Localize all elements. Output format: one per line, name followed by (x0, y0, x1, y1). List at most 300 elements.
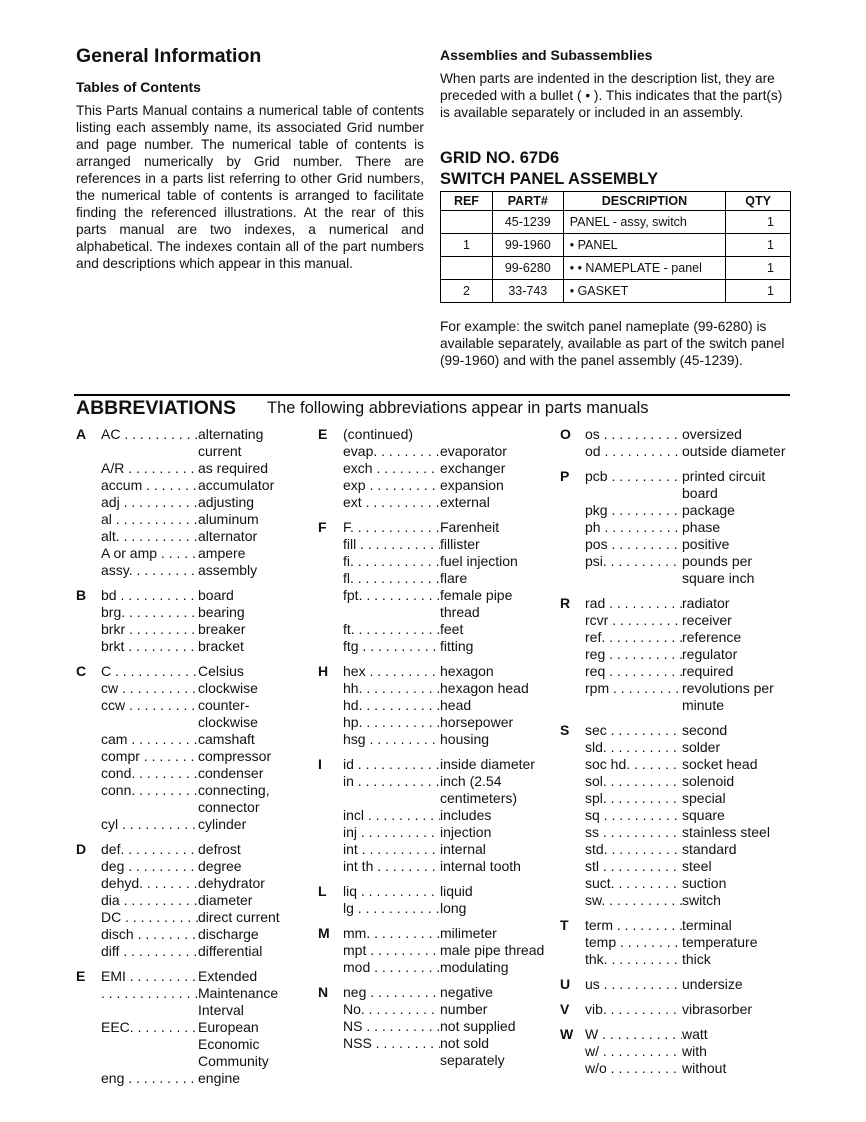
abbreviation-group (560, 426, 800, 460)
group-letter: R (560, 595, 571, 611)
abbreviation-term: lg . . . (343, 900, 440, 917)
group-letter: W (560, 1026, 574, 1042)
abbreviation-entry (101, 494, 306, 511)
abbreviation-entry (343, 519, 558, 536)
abbreviation-term: alt. . . . (101, 528, 198, 545)
abbreviation-term: mm. . . . (343, 925, 440, 942)
abbreviation-definition: without (682, 1060, 727, 1076)
group-letter: L (318, 883, 327, 899)
abbreviation-definition: ampere (198, 545, 246, 561)
abbreviation-entry (585, 722, 800, 739)
abbreviation-entry (585, 680, 800, 714)
abbreviation-entry (343, 477, 558, 494)
abbreviation-term: cyl . . . (101, 816, 198, 833)
abbreviation-term: NS . . . (343, 1018, 440, 1035)
abbreviation-term: fill . . . (343, 536, 440, 553)
abbreviation-term: A/R . . . (101, 460, 198, 477)
abbreviation-term: al . . . (101, 511, 198, 528)
abbreviation-entry (585, 1043, 800, 1060)
abbreviation-term: fi. . . . (343, 553, 440, 570)
abbreviation-term: incl . . . (343, 807, 440, 824)
abbreviation-definition: female pipe thread (440, 587, 513, 620)
abbreviation-entry (343, 1035, 558, 1069)
abbreviation-term: A or amp . . . (101, 545, 198, 562)
abbreviation-definition: dehydrator (198, 875, 265, 891)
group-letter: A (76, 426, 87, 442)
abbreviation-definition: board (198, 587, 234, 603)
abbreviation-definition: pounds per square inch (682, 553, 755, 586)
abbreviation-definition: modulating (440, 959, 509, 975)
abbreviation-entry (585, 502, 800, 519)
section-divider (74, 394, 790, 396)
abbreviation-entry (101, 511, 306, 528)
abbreviation-definition: receiver (682, 612, 732, 628)
abbreviation-definition: degree (198, 858, 242, 874)
assemblies-heading: Assemblies and Subassemblies (440, 47, 653, 63)
group-letter: C (76, 663, 87, 679)
table-row (441, 280, 791, 303)
abbreviation-term: ccw . . . (101, 697, 198, 731)
abbreviation-entry (101, 460, 306, 477)
abbreviation-entry (101, 697, 306, 731)
abbreviation-entry (585, 773, 800, 790)
abbreviation-term: fl. . . . (343, 570, 440, 587)
abbreviation-term: def. . . . (101, 841, 198, 858)
abbreviation-entry (585, 739, 800, 756)
qty-cell: 1 (726, 211, 791, 234)
group-letter: O (560, 426, 571, 442)
abbreviation-entry (343, 553, 558, 570)
abbreviation-definition: outside diameter (682, 443, 786, 459)
abbreviation-term: assy. . . . (101, 562, 198, 579)
abbreviation-group (76, 968, 306, 1087)
abbreviation-entry (343, 426, 558, 443)
abbreviation-term: fpt. . . . (343, 587, 440, 621)
abbreviation-term: pkg . . . (585, 502, 682, 519)
abbreviation-entry (585, 612, 800, 629)
abbreviation-definition: assembly (198, 562, 258, 578)
abbreviation-entry (101, 909, 306, 926)
abbreviation-entry (343, 570, 558, 587)
abbreviation-term: sld. . . . (585, 739, 682, 756)
abbreviation-group (318, 883, 558, 917)
abbreviation-term: neg . . . (343, 984, 440, 1001)
abbreviation-definition: discharge (198, 926, 259, 942)
abbreviation-entry (101, 841, 306, 858)
abbreviation-definition: alternator (198, 528, 258, 544)
abbreviation-definition: fuel injection (440, 553, 518, 569)
abbreviation-entry (101, 968, 306, 985)
qty-cell: 1 (726, 280, 791, 303)
ref-cell: 1 (441, 234, 493, 257)
abbreviation-entry (343, 984, 558, 1001)
abbreviation-entry (585, 934, 800, 951)
abbreviation-definition: flare (440, 570, 468, 586)
abbreviation-term: w/o . . . (585, 1060, 682, 1077)
abbreviation-entry (585, 824, 800, 841)
group-letter: E (318, 426, 328, 442)
abbreviation-term: hh. . . . (343, 680, 440, 697)
abbreviation-definition: external (440, 494, 490, 510)
abbreviation-definition: fitting (440, 638, 474, 654)
abbreviation-definition: regulator (682, 646, 738, 662)
abbreviation-term: hsg . . . (343, 731, 440, 748)
grid-title (440, 148, 658, 190)
abbreviation-entry (343, 1018, 558, 1035)
abbreviations-column-3 (560, 426, 800, 1085)
abbreviation-term: hd. . . . (343, 697, 440, 714)
abbreviation-entry (343, 858, 558, 875)
description-cell: • GASKET (563, 280, 725, 303)
abbreviation-entry (343, 942, 558, 959)
abbreviation-entry (101, 587, 306, 604)
abbreviation-term (101, 985, 198, 1019)
abbreviation-entry (101, 765, 306, 782)
abbreviation-group (76, 587, 306, 655)
abbreviation-definition: camshaft (198, 731, 255, 747)
abbreviation-entry (585, 536, 800, 553)
part-cell: 45-1239 (492, 211, 563, 234)
abbreviation-entry (343, 460, 558, 477)
abbreviation-definition: undersize (682, 976, 743, 992)
abbreviation-entry (101, 604, 306, 621)
abbreviation-entry (101, 731, 306, 748)
abbreviation-term: spl. . . . (585, 790, 682, 807)
abbreviation-entry (585, 519, 800, 536)
abbreviation-term: F. . . . (343, 519, 440, 536)
abbreviation-term: sw. . . . (585, 892, 682, 909)
abbreviation-term: W . . . (585, 1026, 682, 1043)
abbreviation-definition: temperature (682, 934, 758, 950)
abbreviation-group (560, 917, 800, 968)
group-letter: P (560, 468, 570, 484)
abbreviation-term: NSS . . . (343, 1035, 440, 1069)
abbreviation-group (560, 1001, 800, 1018)
abbreviation-definition: number (440, 1001, 488, 1017)
abbreviation-entry (343, 756, 558, 773)
abbreviation-term: ftg . . . (343, 638, 440, 655)
abbreviation-entry (343, 925, 558, 942)
abbreviation-definition: liquid (440, 883, 473, 899)
ref-cell (441, 211, 493, 234)
abbreviation-entry (101, 663, 306, 680)
abbreviation-definition: inch (2.54 centimeters) (440, 773, 518, 806)
header-qty: QTY (726, 192, 791, 211)
abbreviation-entry (585, 629, 800, 646)
general-information-text: This Parts Manual contains a numerical table of contents listing each assembly name, its associated Grid number and page number. The numerical table of contents is arranged numerically by Grid number. There are references in a parts list referring to other Grid numbers, the numerical table of contents is arranged to facilitate finding the referenced illustrations. At the rear of this parts manual are two indexes, a numerical and alphabetical. The indexes contain all of the part numbers and descriptions which appear in this manual. (76, 103, 424, 271)
abbreviation-term: EMI . . . (101, 968, 198, 985)
group-letter: H (318, 663, 329, 679)
abbreviation-definition: counter- clockwise (198, 697, 258, 730)
abbreviation-definition: fillister (440, 536, 480, 552)
abbreviation-group (318, 984, 558, 1069)
abbreviation-definition: positive (682, 536, 730, 552)
abbreviation-entry (101, 1070, 306, 1087)
table-row (441, 257, 791, 280)
abbreviation-definition: connecting, connector (198, 782, 270, 815)
abbreviation-definition: compressor (198, 748, 272, 764)
abbreviation-definition: cylinder (198, 816, 247, 832)
abbreviation-definition: required (682, 663, 734, 679)
abbreviation-term: inj . . . (343, 824, 440, 841)
abbreviation-term: rcvr . . . (585, 612, 682, 629)
abbreviation-definition: standard (682, 841, 737, 857)
abbreviation-entry (585, 426, 800, 443)
abbreviation-term: brg. . . . (101, 604, 198, 621)
abbreviation-term: int . . . (343, 841, 440, 858)
abbreviation-definition: not supplied (440, 1018, 516, 1034)
abbreviation-definition: breaker (198, 621, 246, 637)
abbreviations-heading: ABBREVIATIONS (76, 397, 236, 419)
abbreviation-definition: phase (682, 519, 721, 535)
group-letter: S (560, 722, 570, 738)
abbreviation-entry (585, 875, 800, 892)
abbreviation-term: std. . . . (585, 841, 682, 858)
abbreviation-definition: vibrasorber (682, 1001, 753, 1017)
abbreviation-definition: steel (682, 858, 712, 874)
abbreviation-definition: package (682, 502, 735, 518)
abbreviation-definition: internal tooth (440, 858, 521, 874)
abbreviation-definition: hexagon head (440, 680, 529, 696)
abbreviations-column-2 (318, 426, 558, 1077)
abbreviation-term: ext . . . (343, 494, 440, 511)
abbreviation-definition: housing (440, 731, 490, 747)
abbreviation-term: deg . . . (101, 858, 198, 875)
abbreviation-entry (585, 858, 800, 875)
abbreviation-group (318, 663, 558, 748)
abbreviation-term: hex . . . (343, 663, 440, 680)
abbreviation-entry (585, 807, 800, 824)
abbreviation-term: disch . . . (101, 926, 198, 943)
abbreviation-entry (101, 782, 306, 816)
abbreviation-definition: suction (682, 875, 727, 891)
table-row (441, 234, 791, 257)
abbreviation-entry (585, 976, 800, 993)
abbreviation-term: sq . . . (585, 807, 682, 824)
abbreviation-term: rpm . . . (585, 680, 682, 714)
abbreviation-definition: includes (440, 807, 492, 823)
abbreviation-term: eng . . . (101, 1070, 198, 1087)
abbreviation-term: term . . . (585, 917, 682, 934)
abbreviation-definition: thick (682, 951, 711, 967)
abbreviation-definition: feet (440, 621, 464, 637)
abbreviation-term: w/ . . . (585, 1043, 682, 1060)
abbreviation-definition: diameter (198, 892, 253, 908)
abbreviation-term: ph . . . (585, 519, 682, 536)
abbreviation-definition: solder (682, 739, 721, 755)
part-cell: 33-743 (492, 280, 563, 303)
abbreviation-definition: as required (198, 460, 269, 476)
abbreviation-term: suct. . . . (585, 875, 682, 892)
assemblies-text: When parts are indented in the description list, they are preceded with a bullet ( • ). This indicates that the part(s) is available separately or included in an assembly. (440, 71, 783, 120)
abbreviation-term: diff . . . (101, 943, 198, 960)
abbreviation-group (560, 595, 800, 714)
abbreviation-entry (343, 824, 558, 841)
group-letter: B (76, 587, 87, 603)
abbreviation-definition: condenser (198, 765, 264, 781)
abbreviation-definition: Extended (198, 968, 258, 984)
abbreviation-entry (101, 1019, 306, 1070)
abbreviation-entry (343, 807, 558, 824)
header-part: PART# (492, 192, 563, 211)
abbreviation-term: EEC. . . . (101, 1019, 198, 1070)
abbreviation-definition: socket head (682, 756, 758, 772)
abbreviation-term: reg . . . (585, 646, 682, 663)
group-letter: F (318, 519, 327, 535)
parts-table (440, 191, 791, 303)
abbreviation-entry (585, 595, 800, 612)
abbreviation-term: cw . . . (101, 680, 198, 697)
tables-of-contents-heading: Tables of Contents (76, 79, 201, 95)
part-cell: 99-1960 (492, 234, 563, 257)
abbreviation-definition: revolutions per minute (682, 680, 774, 713)
assembly-name: SWITCH PANEL ASSEMBLY (440, 170, 659, 188)
abbreviation-definition: long (440, 900, 467, 916)
abbreviation-term: cond. . . . (101, 765, 198, 782)
abbreviation-definition: printed circuit board (682, 468, 766, 501)
abbreviation-group (318, 756, 558, 875)
abbreviation-definition: second (682, 722, 728, 738)
abbreviation-definition: square (682, 807, 725, 823)
abbreviation-term: DC . . . (101, 909, 198, 926)
abbreviation-definition: evaporator (440, 443, 507, 459)
group-letter: U (560, 976, 571, 992)
qty-cell: 1 (726, 234, 791, 257)
abbreviation-entry (101, 528, 306, 545)
abbreviation-term: req . . . (585, 663, 682, 680)
abbreviation-term: C . . . (101, 663, 198, 680)
abbreviation-definition: defrost (198, 841, 241, 857)
abbreviation-entry (343, 663, 558, 680)
abbreviation-entry (585, 790, 800, 807)
abbreviation-entry (101, 816, 306, 833)
abbreviation-term: int th . . . (343, 858, 440, 875)
abbreviation-entry (585, 663, 800, 680)
abbreviation-term: temp . . . (585, 934, 682, 951)
abbreviation-definition: milimeter (440, 925, 497, 941)
abbreviation-entry (343, 959, 558, 976)
header-ref: REF (441, 192, 493, 211)
abbreviation-term: vib. . . . (585, 1001, 682, 1018)
group-letter: M (318, 925, 330, 941)
abbreviation-definition: male pipe thread (440, 942, 545, 958)
abbreviation-term: psi. . . . (585, 553, 682, 587)
abbreviation-definition: direct current (198, 909, 280, 925)
abbreviation-term: od . . . (585, 443, 682, 460)
abbreviation-entry (101, 545, 306, 562)
abbreviation-entry (101, 858, 306, 875)
description-cell: • • NAMEPLATE - panel (563, 257, 725, 280)
abbreviation-entry (343, 443, 558, 460)
abbreviation-term: stl . . . (585, 858, 682, 875)
abbreviation-entry (101, 926, 306, 943)
group-letter: T (560, 917, 569, 933)
abbreviation-entry (101, 426, 306, 460)
abbreviation-definition: internal (440, 841, 486, 857)
abbreviation-entry (585, 443, 800, 460)
abbreviation-entry (585, 553, 800, 587)
abbreviation-term: No. . . . (343, 1001, 440, 1018)
abbreviation-entry (343, 773, 558, 807)
abbreviation-term: conn. . . . (101, 782, 198, 816)
abbreviation-entry (343, 731, 558, 748)
abbreviation-definition: accumulator (198, 477, 275, 493)
group-letter: I (318, 756, 322, 772)
abbreviation-entry (343, 900, 558, 917)
general-information-heading: General Information (76, 45, 262, 67)
abbreviation-entry (585, 468, 800, 502)
abbreviation-term: compr . . . (101, 748, 198, 765)
abbreviation-entry (343, 587, 558, 621)
abbreviation-entry (585, 892, 800, 909)
abbreviation-definition: exchanger (440, 460, 506, 476)
abbreviation-group (560, 468, 800, 587)
abbreviation-term: exp . . . (343, 477, 440, 494)
abbreviation-entry (585, 951, 800, 968)
abbreviation-definition: special (682, 790, 726, 806)
abbreviation-term: (continued) (343, 426, 414, 442)
abbreviation-entry (101, 680, 306, 697)
abbreviation-term: cam . . . (101, 731, 198, 748)
abbreviation-entry (101, 875, 306, 892)
abbreviation-definition: inside diameter (440, 756, 535, 772)
abbreviation-definition: bearing (198, 604, 245, 620)
abbreviation-definition: not sold separately (440, 1035, 505, 1068)
abbreviation-term: mpt . . . (343, 942, 440, 959)
group-letter: V (560, 1001, 570, 1017)
abbreviation-group (318, 519, 558, 655)
abbreviation-entry (343, 680, 558, 697)
abbreviation-group (318, 426, 558, 511)
abbreviation-definition: radiator (682, 595, 730, 611)
abbreviations-subtitle: The following abbreviations appear in parts manuals (267, 399, 649, 417)
abbreviation-group (560, 722, 800, 909)
example-text: For example: the switch panel nameplate (99-6280) is available separately, available as part of the switch panel (99-1960) and with the panel assembly (45-1239). (440, 319, 785, 368)
abbreviation-entry (101, 621, 306, 638)
abbreviation-entry (585, 1060, 800, 1077)
abbreviation-entry (101, 985, 306, 1019)
ref-cell (441, 257, 493, 280)
abbreviation-group (76, 426, 306, 579)
abbreviation-term: adj . . . (101, 494, 198, 511)
abbreviation-term: accum . . . (101, 477, 198, 494)
abbreviation-definition: expansion (440, 477, 504, 493)
abbreviation-group (76, 841, 306, 960)
abbreviation-definition: switch (682, 892, 721, 908)
abbreviation-entry (101, 943, 306, 960)
abbreviation-term: mod . . . (343, 959, 440, 976)
abbreviation-term: exch . . . (343, 460, 440, 477)
abbreviation-term: in . . . (343, 773, 440, 807)
abbreviation-entry (343, 638, 558, 655)
abbreviation-term: thk. . . . (585, 951, 682, 968)
abbreviation-term: hp. . . . (343, 714, 440, 731)
abbreviation-group (560, 1026, 800, 1077)
abbreviation-entry (101, 477, 306, 494)
abbreviation-definition: negative (440, 984, 493, 1000)
abbreviation-entry (343, 841, 558, 858)
abbreviations-column-1 (76, 426, 306, 1095)
group-letter: D (76, 841, 87, 857)
abbreviation-definition: engine (198, 1070, 241, 1086)
abbreviation-term: AC . . . (101, 426, 198, 460)
abbreviation-term: ss . . . (585, 824, 682, 841)
abbreviation-group (318, 925, 558, 976)
description-cell: PANEL - assy, switch (563, 211, 725, 234)
abbreviation-entry (343, 697, 558, 714)
abbreviation-definition: head (440, 697, 472, 713)
abbreviation-term: bd . . . (101, 587, 198, 604)
